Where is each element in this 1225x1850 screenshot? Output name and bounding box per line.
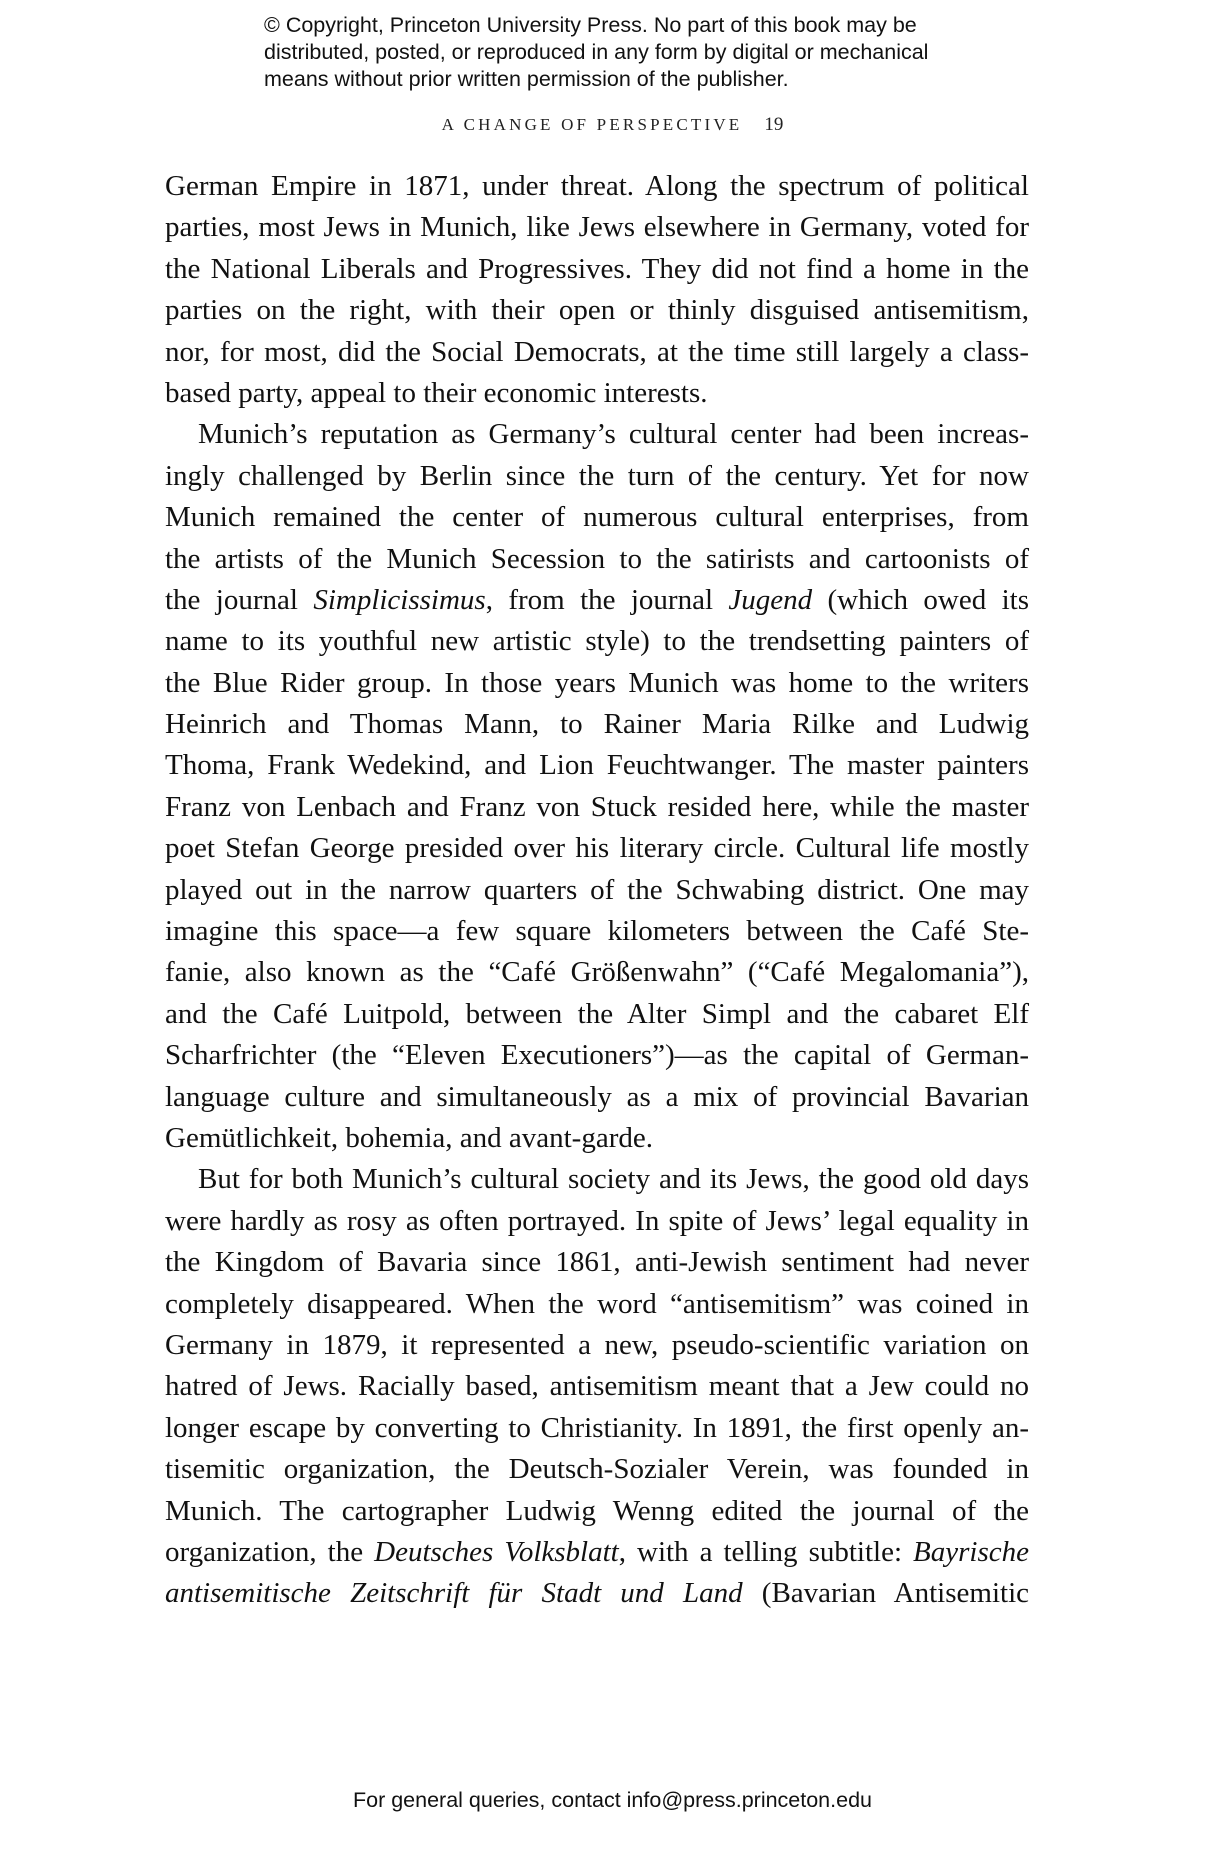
text-line: ingly challenged by Berlin since the turn of the century. Yet for now bbox=[165, 459, 1029, 492]
text-line: tisemitic organization, the Deutsch-Sozialer Verein, was founded in bbox=[165, 1453, 1029, 1486]
text-line: Heinrich and Thomas Mann, to Rainer Maria Rilke and Ludwig bbox=[165, 708, 1029, 741]
text-segment: organization, the bbox=[165, 1535, 375, 1568]
text-line: hatred of Jews. Racially based, antisemitism meant that a Jew could no bbox=[165, 1370, 1029, 1403]
page-number: 19 bbox=[764, 114, 784, 135]
text-line: name to its youthful new artistic style) to the trendsetting painters of bbox=[165, 625, 1029, 658]
text-line: But for both Munich’s cultural society and its Jews, the good old days bbox=[198, 1163, 1029, 1196]
text-line: Munich remained the center of numerous cultural enterprises, from bbox=[165, 501, 1029, 534]
text-line: the Blue Rider group. In those years Munich was home to the writers bbox=[165, 666, 1029, 699]
text-line: poet Stefan George presided over his literary circle. Cultural life mostly bbox=[165, 832, 1029, 865]
text-line: language culture and simultaneously as a mix of provincial Bavarian bbox=[165, 1080, 1029, 1113]
text-line: and the Café Luitpold, between the Alter Simpl and the cabaret Elf bbox=[165, 997, 1029, 1030]
text-line: completely disappeared. When the word “antisemitism” was coined in bbox=[165, 1287, 1029, 1320]
text-segment: , from the journal bbox=[485, 583, 729, 616]
text-line: Scharfrichter (the “Eleven Executioners”)—as the capital of German- bbox=[165, 1039, 1029, 1072]
copyright-line: distributed, posted, or reproduced in any form by digital or mechanical bbox=[264, 40, 929, 64]
running-head bbox=[0, 114, 1225, 136]
journal-title-simplicissimus: Simplicissimus bbox=[313, 583, 486, 616]
body-text bbox=[165, 166, 1029, 1615]
text-line-with-italics bbox=[165, 1532, 1029, 1573]
journal-subtitle: antisemitische Zeitschrift für Stadt und Land bbox=[165, 1577, 743, 1610]
copyright-line: © Copyright, Princeton University Press. No part of this book may be bbox=[264, 13, 917, 37]
journal-title-volksblatt: Deutsches Volksblatt bbox=[374, 1535, 619, 1568]
text-segment: the journal bbox=[165, 583, 314, 616]
text-line: fanie, also known as the “Café Größenwahn” (“Café Megalomania”), bbox=[165, 956, 1029, 989]
journal-title-jugend: Jugend bbox=[728, 583, 813, 616]
text-line-with-italics bbox=[165, 580, 1029, 621]
running-head-title: A CHANGE OF PERSPECTIVE bbox=[441, 115, 743, 134]
text-line: German Empire in 1871, under threat. Along the spectrum of political bbox=[165, 170, 1029, 202]
text-segment: , with a telling subtitle: bbox=[618, 1535, 914, 1568]
copyright-line: means without prior written permission of the publisher. bbox=[264, 67, 789, 91]
text-line: nor, for most, did the Social Democrats, at the time still largely a class- bbox=[165, 335, 1029, 368]
text-line: Gemütlichkeit, bohemia, and avant-garde. bbox=[165, 1121, 653, 1154]
text-line: longer escape by converting to Christianity. In 1891, the first openly an- bbox=[165, 1411, 1029, 1444]
footer-contact: For general queries, contact info@press.princeton.edu bbox=[352, 1788, 872, 1812]
text-line: were hardly as rosy as often portrayed. In spite of Jews’ legal equality in bbox=[165, 1204, 1029, 1237]
text-line: Germany in 1879, it represented a new, pseudo-scientific variation on bbox=[165, 1328, 1029, 1361]
text-line: Thoma, Frank Wedekind, and Lion Feuchtwanger. The master painters bbox=[165, 749, 1029, 782]
text-line: Munich’s reputation as Germany’s cultural center had been increas- bbox=[198, 418, 1029, 451]
text-line: parties on the right, with their open or thinly disguised antisemitism, bbox=[165, 294, 1029, 327]
text-line-with-italics bbox=[165, 1573, 1029, 1614]
text-line: parties, most Jews in Munich, like Jews elsewhere in Germany, voted for bbox=[165, 211, 1029, 244]
text-line: Franz von Lenbach and Franz von Stuck resided here, while the master bbox=[165, 790, 1029, 823]
text-segment: (which owed its bbox=[812, 583, 1029, 616]
text-line: imagine this space—a few square kilometers between the Café Ste- bbox=[165, 915, 1029, 948]
copyright-notice bbox=[264, 12, 984, 93]
text-line: the National Liberals and Progressives. They did not find a home in the bbox=[165, 252, 1029, 285]
text-line: Munich. The cartographer Ludwig Wenng edited the journal of the bbox=[165, 1494, 1029, 1527]
text-line: the Kingdom of Bavaria since 1861, anti-Jewish sentiment had never bbox=[165, 1246, 1029, 1279]
text-line: played out in the narrow quarters of the Schwabing district. One may bbox=[165, 873, 1029, 906]
text-segment: (Bavarian Antisemitic bbox=[742, 1577, 1030, 1610]
text-line: based party, appeal to their economic interests. bbox=[165, 376, 708, 409]
journal-subtitle: Bayrische bbox=[913, 1535, 1029, 1568]
text-line: the artists of the Munich Secession to the satirists and cartoonists of bbox=[165, 542, 1029, 575]
